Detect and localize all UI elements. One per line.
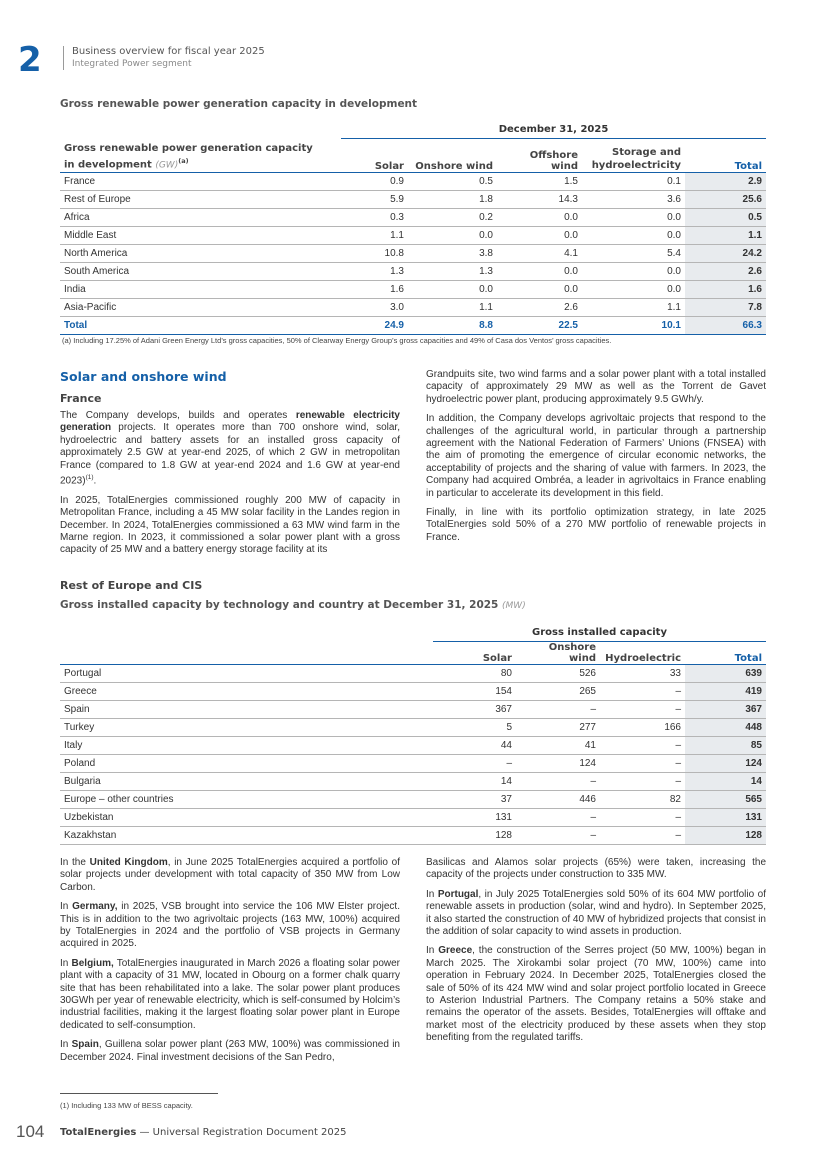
table-cell: Asia-Pacific	[60, 298, 341, 316]
table1-group-header: December 31, 2025	[341, 121, 766, 139]
header-subtitle: Integrated Power segment	[72, 59, 192, 69]
table1-col-offshore: Offshore wind	[529, 149, 578, 172]
capacity-development-table	[60, 121, 766, 335]
table-cell: –	[600, 809, 685, 827]
table-cell: Middle East	[60, 226, 341, 244]
table-cell: –	[600, 737, 685, 755]
footnote-ref: (1)	[85, 474, 94, 482]
table-cell: Total	[60, 316, 341, 334]
table-cell: 2.6	[685, 262, 766, 280]
table2-title-text: Gross installed capacity by technology and country at December 31, 2025	[60, 599, 499, 611]
table1-col-storage-line1: Storage and	[612, 146, 681, 158]
text: , in July 2025 TotalEnergies sold 50% of its 604 MW portfolio of renewable assets in production (solar, wind and hydro). In September 2025, it also started the construction of 40 MW of hybridized projects that consist in the addition of solar capacity to wind assets in production.	[426, 888, 766, 938]
table-cell: 10.1	[582, 316, 685, 334]
table-total-row	[60, 316, 766, 334]
table-cell: Portugal	[60, 665, 433, 683]
chapter-number: 2	[18, 40, 42, 80]
paragraph: In 2025, TotalEnergies commissioned roughly 200 MW of capacity in Metropolitan France, including a 45 MW solar facility in the Landes region in December. In 2024, TotalEnergies commissioned a 63 MW wind farm in the Marne region. In 2023, it commissioned a solar power plant with a gross capacity of 25 MW and a battery energy storage facility at its	[60, 494, 400, 556]
table-row	[60, 791, 766, 809]
table-cell: 3.6	[582, 190, 685, 208]
text: In	[426, 888, 438, 900]
paragraph-uk	[60, 857, 400, 894]
paragraph: Grandpuits site, two wind farms and a solar power plant with a total installed capacity of approximately 29 MW as well as the Torrent de Gavet hydroelectric power plant, producing approximately 9.5 GWh/y.	[426, 369, 766, 405]
table-cell: Spain	[60, 701, 433, 719]
text: In	[426, 945, 439, 957]
table1-footnote: (a) Including 17.25% of Adani Green Energy Ltd’s gross capacities, 50% of Clearway Energy Group’s gross capacities and 49% of Casa dos Ventos’ gross capacities.	[62, 336, 612, 345]
table-cell: 1.6	[341, 280, 408, 298]
table-cell: 131	[685, 809, 766, 827]
table-cell: Bulgaria	[60, 773, 433, 791]
table2-title	[60, 599, 526, 611]
table-cell: 3.8	[408, 244, 497, 262]
paragraph: In addition, the Company develops agrivoltaic projects that respond to the challenges of the agricultural world, in particular through a partnership agreement with the National Federation of Farmers’ Unions (FNSEA) with the aim of promoting the emergence of circular economic networks, the acceptability of projects and the sharing of value with farmers. In 2023, the Company had acquired Ombréa, a leader in agrivoltaics in France enabling in particular to accelerate its development in this field.	[426, 413, 766, 499]
table-cell: 639	[685, 665, 766, 683]
table-cell: Italy	[60, 737, 433, 755]
table-cell: 154	[433, 683, 516, 701]
table-cell: 446	[516, 791, 600, 809]
table-row	[60, 172, 766, 190]
table-cell: 33	[600, 665, 685, 683]
table1-col-solar: Solar	[374, 160, 404, 172]
table-row	[60, 190, 766, 208]
table1-title: Gross renewable power generation capacity in development	[60, 98, 418, 110]
table1-unit: (GW)	[155, 159, 179, 170]
table1-row-header-line1: Gross renewable power generation capacity	[64, 142, 313, 154]
table-cell: 0.2	[408, 208, 497, 226]
table-cell: 3.0	[341, 298, 408, 316]
table-cell: –	[516, 773, 600, 791]
table-cell: –	[600, 773, 685, 791]
table1-row-header-line2: in development	[64, 158, 152, 170]
table-cell: –	[600, 755, 685, 773]
table-row	[60, 208, 766, 226]
table2-col-solar: Solar	[482, 653, 512, 664]
paragraph: Finally, in line with its portfolio optimization strategy, in late 2025 TotalEnergies sold 50% of a 270 MW portfolio of renewable projects in France.	[426, 507, 766, 543]
table-row	[60, 827, 766, 845]
paragraph-belgium	[60, 958, 400, 1032]
table-cell: 277	[516, 719, 600, 737]
table-cell: 14	[433, 773, 516, 791]
text: , in June 2025 TotalEnergies acquired a portfolio of solar projects under development with total capacity of 350 MW from Low Carbon.	[60, 857, 400, 893]
table-cell: Rest of Europe	[60, 190, 341, 208]
table-cell: 1.6	[685, 280, 766, 298]
table-cell: 0.5	[685, 208, 766, 226]
paragraph-spain	[60, 1039, 400, 1064]
table-cell: 0.0	[582, 208, 685, 226]
right-column-countries	[426, 857, 766, 1052]
text: In	[60, 957, 72, 969]
table-cell: 5.4	[582, 244, 685, 262]
bold-text: United Kingdom	[89, 857, 168, 868]
table-cell: 2.6	[497, 298, 582, 316]
table-row	[60, 683, 766, 701]
table2-group-header: Gross installed capacity	[433, 624, 766, 642]
table-cell: 0.1	[582, 172, 685, 190]
section-heading-solar-wind: Solar and onshore wind	[60, 369, 227, 384]
table-cell: 565	[685, 791, 766, 809]
table-cell: 124	[516, 755, 600, 773]
table-cell: 0.0	[497, 280, 582, 298]
table2-col-total: Total	[734, 653, 762, 664]
table1-col-storage	[582, 139, 685, 173]
table-cell: Greece	[60, 683, 433, 701]
table-cell: Kazakhstan	[60, 827, 433, 845]
table-cell: 24.9	[341, 316, 408, 334]
text: , the construction of the Serres project (50 MW, 100%) began in March 2025. The Xirokambi solar project (70 MW, 100%) came into operation in February 2024. In December 2025, TotalEnergies closed the sale of 50% of its 424 MW wind and solar project portfolio located in Greece to Asterion Industrial Partners. The Company retains a 50% stake and remains the operator of the assets. Besides, TotalEnergies will offtake and market most of the electricity produced by these assets when they stop benefiting from the regulated tariffs.	[426, 945, 766, 1044]
table-row	[60, 701, 766, 719]
table-cell: 0.3	[341, 208, 408, 226]
table-cell: 1.8	[408, 190, 497, 208]
table-cell: 1.1	[685, 226, 766, 244]
table-cell: 80	[433, 665, 516, 683]
text: TotalEnergies inaugurated in March 2026 a floating solar power plant with a capacity of 31 MW, located in Obourg on a former chalk quarry site that has been rehabilitated into a lake. The solar power plant produces 30GWh per year of renewable electricity, which is self-consumed by Holcim’s industrial facilities, making it the largest floating solar power plant in Europe dedicated to self-consumption.	[60, 957, 400, 1031]
table-cell: Poland	[60, 755, 433, 773]
table-cell: –	[600, 683, 685, 701]
table-cell: France	[60, 172, 341, 190]
table-cell: 10.8	[341, 244, 408, 262]
table-row	[60, 298, 766, 316]
bold-text: Belgium,	[71, 957, 114, 969]
table-row	[60, 773, 766, 791]
table-cell: 66.3	[685, 316, 766, 334]
left-column-france	[60, 410, 400, 564]
document-name	[60, 1127, 347, 1138]
footnote-divider	[60, 1093, 218, 1094]
table-cell: 166	[600, 719, 685, 737]
header-title: Business overview for fiscal year 2025	[72, 46, 265, 57]
table-cell: 1.3	[341, 262, 408, 280]
table-cell: 7.8	[685, 298, 766, 316]
paragraph-portugal	[426, 889, 766, 939]
table-cell: 265	[516, 683, 600, 701]
table-cell: 0.0	[408, 280, 497, 298]
table-cell: 0.0	[582, 280, 685, 298]
header-divider	[63, 46, 64, 70]
table-cell: India	[60, 280, 341, 298]
table1-col-total: Total	[734, 160, 762, 172]
table-cell: –	[600, 827, 685, 845]
bold-text: Spain	[71, 1039, 99, 1051]
table-cell: –	[600, 701, 685, 719]
page-footnote: (1) Including 133 MW of BESS capacity.	[60, 1101, 193, 1110]
table-cell: 367	[433, 701, 516, 719]
table-cell: 367	[685, 701, 766, 719]
table-cell: 419	[685, 683, 766, 701]
bold-text: Portugal	[437, 888, 479, 900]
table2-col-onshore: Onshore wind	[548, 642, 596, 664]
table-cell: 1.1	[582, 298, 685, 316]
table-row	[60, 719, 766, 737]
table1-col-onshore: Onshore wind	[415, 160, 493, 172]
table-cell: 131	[433, 809, 516, 827]
table-cell: 0.0	[497, 226, 582, 244]
table-cell: Uzbekistan	[60, 809, 433, 827]
table-cell: 0.0	[497, 208, 582, 226]
table-cell: 128	[685, 827, 766, 845]
table-cell: Turkey	[60, 719, 433, 737]
table1-col-storage-line2: hydroelectricity	[591, 159, 681, 171]
table-cell: 448	[685, 719, 766, 737]
table-cell: 0.5	[408, 172, 497, 190]
text: The Company develops, builds and operates	[60, 410, 296, 421]
table1-note-ref: (a)	[178, 156, 189, 165]
paragraph	[60, 410, 400, 488]
table-row	[60, 665, 766, 683]
table-cell: 1.5	[497, 172, 582, 190]
table-cell: 22.5	[497, 316, 582, 334]
paragraph-spain-cont: Basilicas and Alamos solar projects (65%) were taken, increasing the capacity of the projects under construction to 335 MW.	[426, 857, 766, 881]
table-cell: 1.3	[408, 262, 497, 280]
table-cell: South America	[60, 262, 341, 280]
table-cell: 37	[433, 791, 516, 809]
table1-row-header	[60, 139, 341, 173]
table-row	[60, 226, 766, 244]
paragraph-greece	[426, 945, 766, 1044]
table-cell: 82	[600, 791, 685, 809]
table-cell: 14.3	[497, 190, 582, 208]
table-cell: 0.0	[582, 262, 685, 280]
bold-text: renewable electricity generation	[60, 410, 400, 434]
table-cell: 124	[685, 755, 766, 773]
table-cell: 44	[433, 737, 516, 755]
table-cell: 5	[433, 719, 516, 737]
table-cell: 526	[516, 665, 600, 683]
table-cell: 2.9	[685, 172, 766, 190]
table-cell: 8.8	[408, 316, 497, 334]
table2-unit: (MW)	[502, 601, 526, 611]
table-cell: 4.1	[497, 244, 582, 262]
left-column-countries	[60, 857, 400, 1071]
table-cell: 41	[516, 737, 600, 755]
table-cell: North America	[60, 244, 341, 262]
table-cell: –	[516, 809, 600, 827]
table-cell: –	[516, 827, 600, 845]
table-row	[60, 262, 766, 280]
table-cell: 14	[685, 773, 766, 791]
company-name: TotalEnergies	[60, 1127, 137, 1138]
table-cell: Africa	[60, 208, 341, 226]
table-row	[60, 737, 766, 755]
installed-capacity-table	[60, 624, 766, 845]
right-column-france	[426, 369, 766, 551]
table-cell: 0.0	[408, 226, 497, 244]
table-cell: Europe – other countries	[60, 791, 433, 809]
table-row	[60, 280, 766, 298]
table2-col-hydro: Hydroelectric	[605, 653, 681, 664]
table-row	[60, 755, 766, 773]
text: , Guillena solar power plant (263 MW, 100%) was commissioned in December 2024. Final investment decisions of the San Pedro,	[60, 1039, 400, 1063]
table-cell: 1.1	[408, 298, 497, 316]
table-cell: 1.1	[341, 226, 408, 244]
table-cell: 85	[685, 737, 766, 755]
page-number: 104	[16, 1122, 45, 1141]
text: projects. It operates more than 700 onshore wind, solar, hydroelectric and battery assets for an installed gross capacity of approximately 2.5 GW at year-end 2025, of which 2 GW in metropolitan France (compared to 1.8 GW at year-end 2024 and 1.6 GW at year-end 2023)	[60, 422, 400, 487]
table-cell: –	[516, 701, 600, 719]
paragraph-germany	[60, 901, 400, 951]
document-title: — Universal Registration Document 2025	[136, 1127, 347, 1138]
bold-text: Greece	[438, 945, 473, 957]
table-cell: 5.9	[341, 190, 408, 208]
text: .	[93, 475, 97, 487]
table-cell: 0.0	[497, 262, 582, 280]
bold-text: Germany,	[72, 901, 118, 913]
table-cell: 24.2	[685, 244, 766, 262]
text: in 2025, VSB brought into service the 106 MW Elster project. This is in addition to the two agrivoltaic projects (163 MW, 100%) acquired by TotalEnergies in 2024 and the portfolio of VSB projects in Germany acquired in 2025.	[60, 901, 400, 950]
subheading-france: France	[60, 392, 102, 405]
table-row	[60, 809, 766, 827]
table-cell: 0.0	[582, 226, 685, 244]
table-cell: 25.6	[685, 190, 766, 208]
text: In	[60, 1039, 72, 1051]
subheading-rest-of-europe: Rest of Europe and CIS	[60, 579, 203, 592]
table-row	[60, 244, 766, 262]
table-cell: 128	[433, 827, 516, 845]
table-cell: –	[433, 755, 516, 773]
text: In the	[60, 857, 90, 868]
text: In	[60, 901, 73, 913]
table-cell: 0.9	[341, 172, 408, 190]
